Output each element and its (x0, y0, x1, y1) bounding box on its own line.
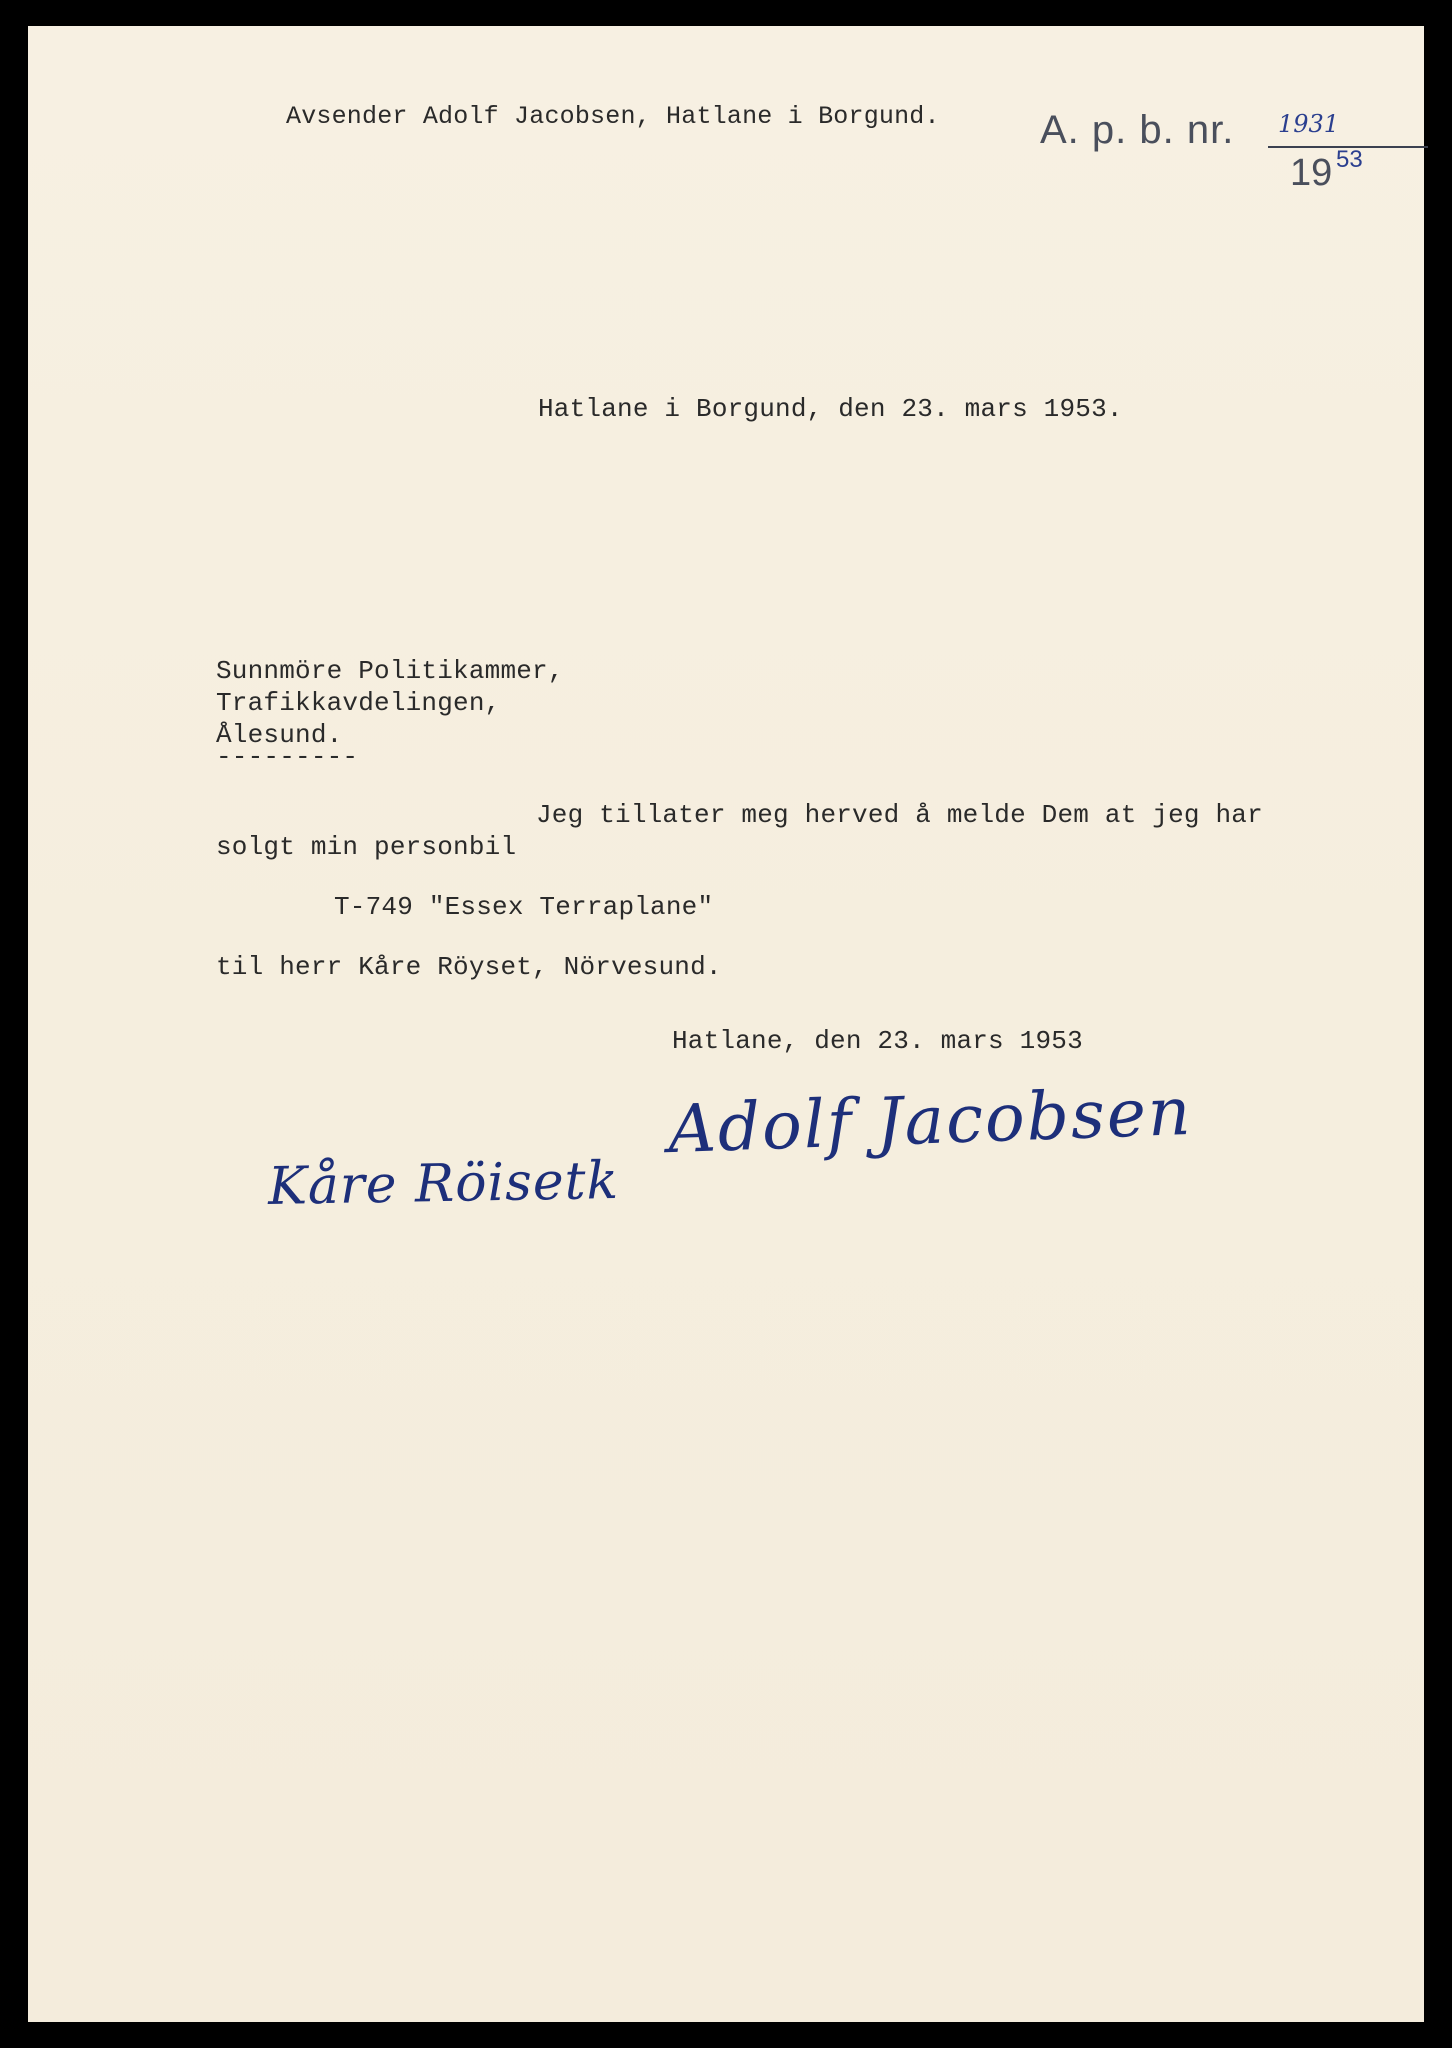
recipient-line-1: Sunnmöre Politikammer, (216, 656, 564, 686)
body-line-2: solgt min personbil (216, 832, 517, 862)
stamp-year: 19 (1290, 152, 1333, 194)
stamp-prefix: A. p. b. nr. (1040, 108, 1235, 152)
dateline: Hatlane i Borgund, den 23. mars 1953. (538, 394, 1123, 424)
stamp-number: 1931 (1278, 110, 1340, 138)
closing-date: Hatlane, den 23. mars 1953 (672, 1026, 1083, 1056)
recipient-line-2: Trafikkavdelingen, (216, 688, 501, 718)
registration-stamp (1040, 108, 1420, 218)
body-line-3: til herr Kåre Röyset, Nörvesund. (216, 952, 722, 982)
body-line-1: Jeg tillater meg herved å melde Dem at jeg har (536, 800, 1263, 830)
recipient-underline: --------- (216, 742, 359, 772)
vehicle-line: T-749 "Essex Terraplane" (334, 892, 714, 922)
stamp-year-superscript: 53 (1336, 146, 1363, 173)
recipient-line-3: Ålesund. (216, 720, 343, 750)
buyer-signature: Kåre Röisetk (267, 1150, 620, 1218)
sender-line: Avsender Adolf Jacobsen, Hatlane i Borgund. (286, 102, 940, 131)
seller-signature: Adolf Jacobsen (666, 1072, 1194, 1169)
document-page (28, 26, 1424, 2022)
